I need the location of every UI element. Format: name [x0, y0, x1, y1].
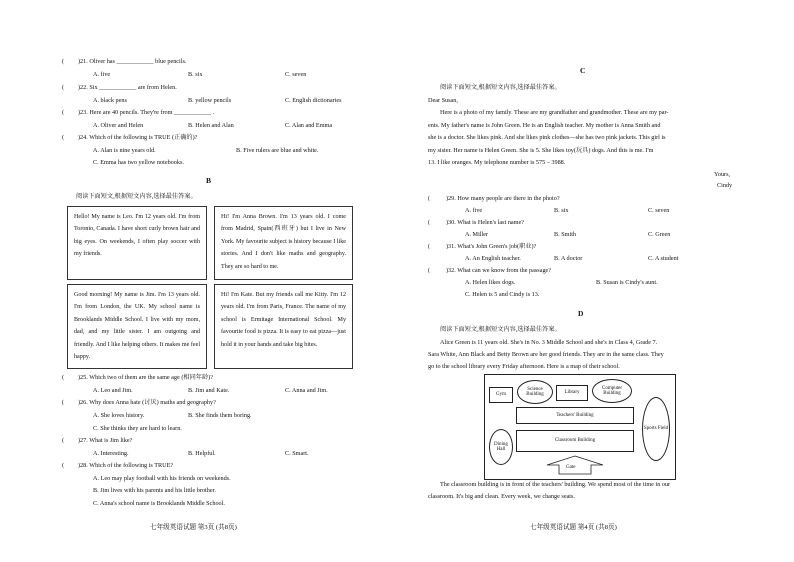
section-c-title: C — [580, 66, 586, 75]
q23-stem: )23. Here are 40 pencils. They're from ____________ . — [78, 109, 215, 116]
section-d-instruction: 阅读下面短文,根据短文内容,选择最佳答案。 — [440, 326, 561, 333]
q25-a: A. Leo and Jim. — [93, 387, 133, 394]
q24-a: A. Alan is nine years old. — [93, 147, 156, 154]
q29-c: C. seven — [648, 207, 670, 214]
q22-a: A. black pens — [93, 97, 127, 104]
letter-line-2: ents. My father's name is John Green. He is an English teacher. My mother is Anna Smith and — [428, 122, 661, 129]
q32-c: C. Helen is 5 and Cindy is 13. — [465, 291, 540, 298]
answer-paren: ( — [62, 374, 65, 381]
q26-c: C. She thinks they are hard to learn. — [93, 425, 182, 432]
q21-stem: )21. Oliver has ____________ blue pencils. — [78, 58, 187, 65]
map-gym: Gym — [489, 387, 513, 403]
q23-b: B. Helen and Alan — [188, 122, 234, 129]
letter-line-1: Here is a photo of my family. These are my grandfather and grandmother. These are my par- — [440, 109, 669, 116]
q24-b: B. Five rulers are blue and white. — [236, 147, 319, 154]
passage-kate: Hi! I'm Kate. But my friends call me Kitty. I'm 12 years old. I'm from Paris, France. The name of my school is Ermitage International School. My favourite food is pizza. It is easy to eat pizza—just hold it in your hands and take big bites. — [214, 284, 353, 369]
q24-stem: )24. Which of the following is TRUE (正确的)? — [78, 134, 198, 141]
answer-paren: ( — [428, 267, 431, 274]
q28-c: C. Anna's school name is Brooklands Middle School. — [93, 500, 225, 507]
q26-stem: )26. Why does Anna hate (讨厌) maths and geography? — [78, 399, 216, 406]
q31-a: A. An English teacher. — [465, 255, 521, 262]
map-classroom-building: Classroom Building — [516, 430, 634, 452]
q27-stem: )27. What is Jim like? — [78, 437, 133, 444]
q25-stem: )25. Which two of them are the same age (相同年龄)? — [78, 374, 213, 381]
passage-d-line-2: Sara White, Ann Black and Betty Brown are her good friends. They are in the same class. They — [428, 351, 664, 358]
q32-stem: )32. What can we know from the passage? — [446, 267, 552, 274]
letter-greeting: Dear Susan, — [428, 97, 458, 104]
left-footer: 七年级英语试题 第3页 (共8页) — [150, 524, 237, 531]
q28-a: A. Leo may play football with his friends on weekends. — [93, 475, 231, 482]
passage-d-line-4: The classroom building is in front of the teachers' building. We spend most of the time in our — [440, 481, 671, 488]
q22-stem: )22. Six ____________ are from Helen. — [78, 84, 177, 91]
letter-signature: Cindy — [717, 182, 733, 189]
q24-c: C. Emma has two yellow notebooks. — [93, 159, 184, 166]
q30-stem: )30. What is Helen's last name? — [446, 219, 524, 226]
answer-paren: ( — [62, 399, 65, 406]
q25-c: C. Anna and Jim. — [285, 387, 328, 394]
q32-b: B. Susan is Cindy's aunt. — [596, 279, 658, 286]
q26-b: B. She finds them boring. — [188, 412, 252, 419]
map-sports-field: Sports Field — [642, 397, 670, 461]
q22-b: B. yellow pencils — [188, 97, 232, 104]
map-library: Library — [556, 385, 588, 401]
q21-b: B. six — [188, 71, 203, 78]
map-teachers-building: Teachers' Building — [516, 407, 634, 424]
q29-b: B. six — [554, 207, 569, 214]
q31-b: B. A doctor — [554, 255, 583, 262]
q21-c: C. seven — [285, 71, 307, 78]
passage-anna: Hi! I'm Anna Brown. I'm 13 years old. I come from Madrid, Spain(西班牙) but I live in New York. My favourite subject is history because I like stories. And I don't like maths and geography. They are so hard to me. — [214, 206, 353, 280]
letter-line-4: my sister. Her name is Helen Green. She is 5. She likes toy(玩具) dogs. And this is me. I'm — [428, 147, 654, 154]
letter-line-3: she is a doctor. She likes pink. And she likes pink clothes—she has two pink jackets. This girl is — [428, 134, 666, 141]
q30-a: A. Miller — [465, 231, 489, 238]
map-gate-label: Gate — [566, 465, 576, 470]
q22-c: C. English dictionaries — [285, 97, 342, 104]
section-c-instruction: 阅读下面短文,根据短文内容,选择最佳答案。 — [440, 84, 561, 91]
section-d-title: D — [578, 309, 584, 318]
q27-a: A. Interesting. — [93, 450, 129, 457]
map-science-building: Science Building — [517, 380, 553, 404]
q30-b: B. Smith — [554, 231, 577, 238]
q21-a: A. five — [93, 71, 111, 78]
q32-a: A. Helen likes dogs. — [465, 279, 516, 286]
passage-leo: Hello! My name is Leo. I'm 12 years old. I'm from Toronto, Canada. I have short curly brown hair and big eyes. On weekends, I often play soccer with my friends. — [67, 206, 207, 280]
section-b-title: B — [206, 176, 212, 185]
answer-paren: ( — [62, 109, 65, 116]
passage-d-line-3: go to the school library every Friday afternoon. Here is a map of their school. — [428, 363, 620, 370]
school-map — [484, 374, 676, 480]
q29-a: A. five — [465, 207, 483, 214]
answer-paren: ( — [62, 84, 65, 91]
q25-b: B. Jim and Kate. — [188, 387, 230, 394]
map-computer-building: Computer Building — [592, 379, 632, 403]
right-footer: 七年级英语试题 第4页 (共8页) — [530, 524, 617, 531]
answer-paren: ( — [428, 219, 431, 226]
section-b-instruction: 阅读下面短文,根据短文内容,选择最佳答案。 — [76, 193, 197, 200]
q31-c: C. A student — [648, 255, 679, 262]
letter-line-5: 13. I like oranges. My telephone number is 575 – 3988. — [428, 159, 566, 166]
answer-paren: ( — [62, 437, 65, 444]
answer-paren: ( — [428, 243, 431, 250]
map-dining-hall: Dining Hall — [489, 429, 513, 465]
q28-b: B. Jim lives with his parents and his little brother. — [93, 487, 216, 494]
passage-d-line-5: classroom. It's big and clean. Every week, we change seats. — [428, 493, 575, 500]
q23-c: C. Alan and Emma — [285, 122, 333, 129]
q26-a: A. She loves history. — [93, 412, 145, 419]
answer-paren: ( — [62, 58, 65, 65]
answer-paren: ( — [62, 462, 65, 469]
letter-closing: Yours, — [714, 171, 731, 178]
q29-stem: )29. How many people are there in the photo? — [446, 195, 560, 202]
q31-stem: )31. What's John Green's job(职业)? — [446, 243, 537, 250]
passage-d-line-1: Alice Green is 11 years old. She's in No. 3 Middle School and she's in Class 4, Grade 7. — [440, 339, 658, 346]
answer-paren: ( — [428, 195, 431, 202]
q30-c: C. Green — [648, 231, 671, 238]
passage-jim: Good morning! My name is Jim. I'm 13 years old. I'm from London, the UK. My school name is Brooklands Middle School. I live with my mom, dad, and my little sister. I am outgoing and friendly. And I like helping others. It makes me feel happy. — [67, 284, 207, 369]
answer-paren: ( — [62, 134, 65, 141]
q23-a: A. Oliver and Helen — [93, 122, 144, 129]
q27-c: C. Smart. — [285, 450, 309, 457]
q27-b: B. Helpful. — [188, 450, 216, 457]
q28-stem: )28. Which of the following is TRUE? — [78, 462, 174, 469]
